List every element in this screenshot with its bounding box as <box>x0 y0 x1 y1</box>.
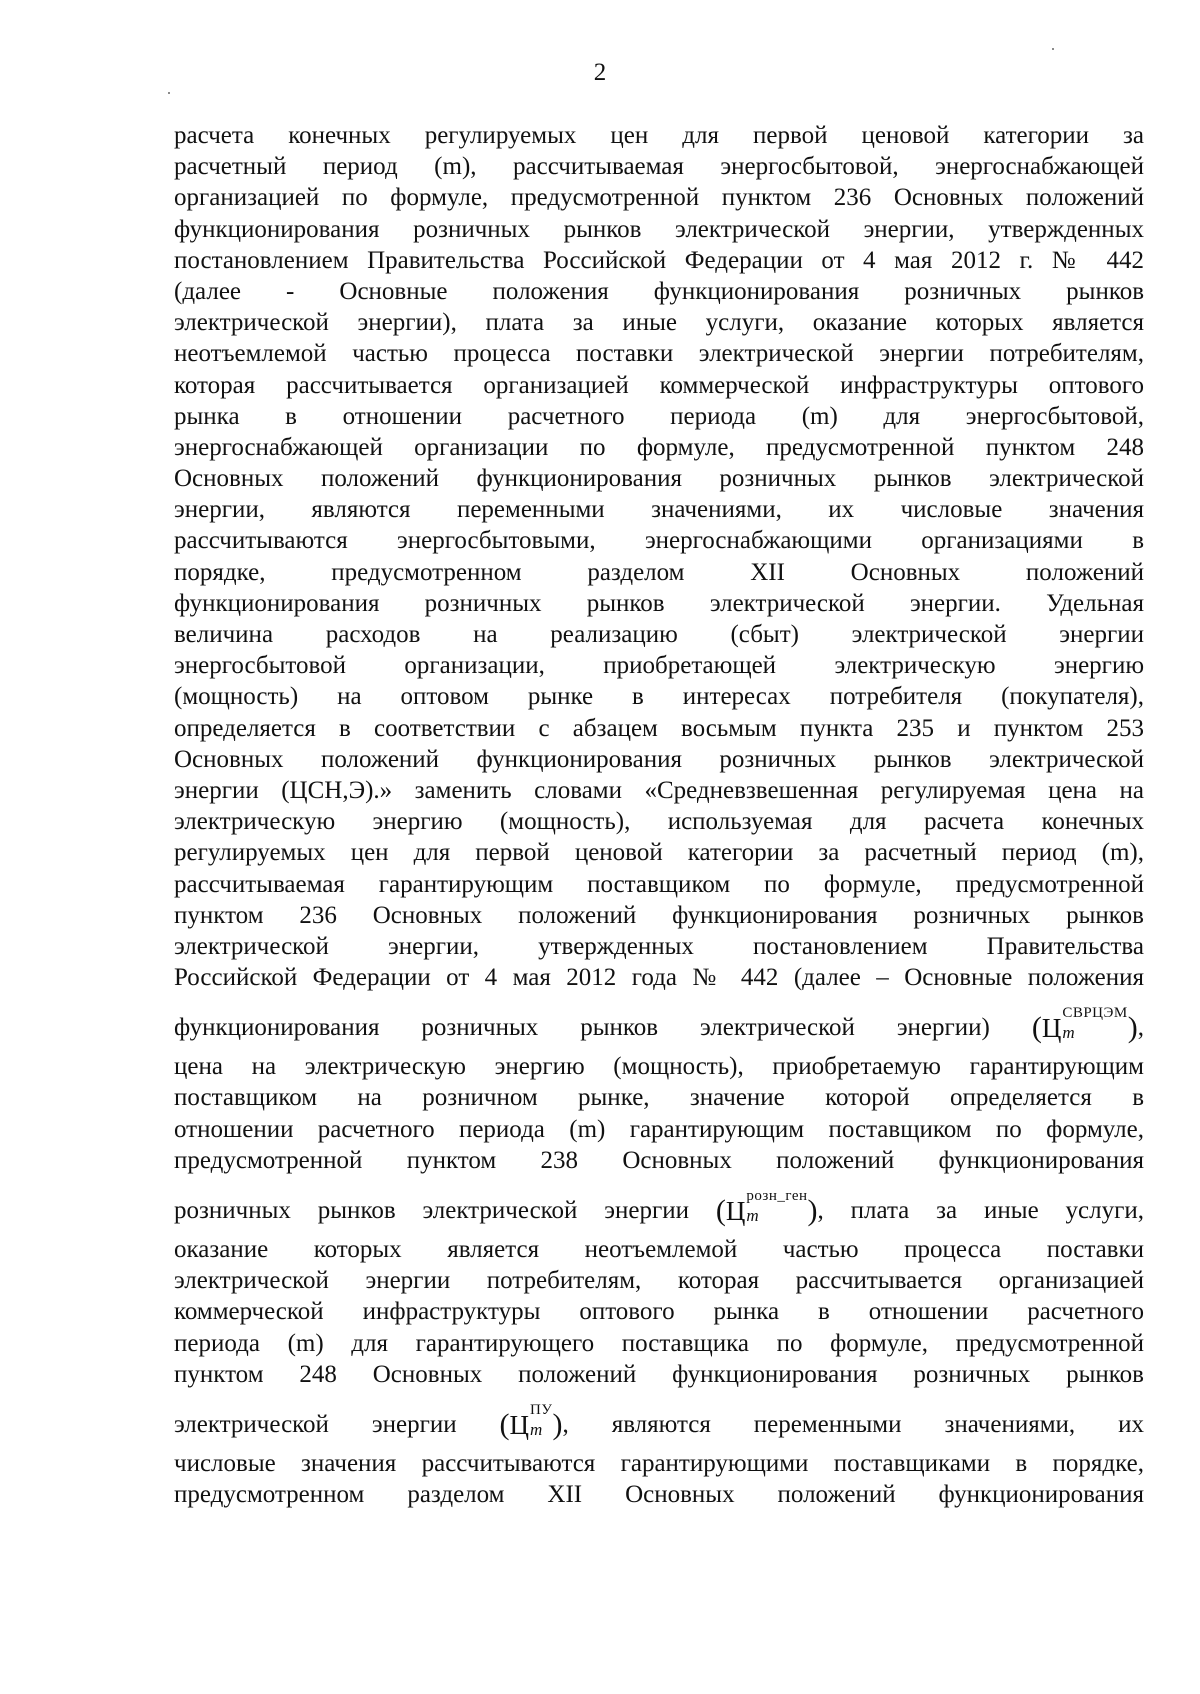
formula-line-1-text-after: , <box>1137 1014 1144 1042</box>
text-line: цена на электрическую энергию (мощность), приобретаемую гарантирующим <box>174 1053 1144 1081</box>
formula-line-2 <box>174 1188 1144 1234</box>
text-line: коммерческой инфраструктуры оптового рынка в отношении расчетного <box>174 1298 1144 1326</box>
formula-line-3-text-before: электрической энергии <box>174 1410 457 1438</box>
text-line: оказание которых является неотъемлемой частью процесса поставки <box>174 1236 1144 1263</box>
document-body <box>174 120 1144 1510</box>
text-line: электрическую энергию (мощность), используемая для расчета конечных <box>174 808 1144 836</box>
text-line: расчетный период (m), рассчитываемая энергосбытовой, энергоснабжающей <box>174 153 1144 181</box>
formula-line-2-text-after: , плата за иные услуги, <box>817 1197 1144 1224</box>
text-line: которая рассчитывается организацией коммерческой инфраструктуры оптового <box>174 371 1144 399</box>
formula-superscript: розн_ген <box>746 1188 808 1204</box>
page-number: 2 <box>593 59 607 86</box>
text-line: поставщиком на розничном рынке, значение которой определяется в <box>174 1084 1144 1112</box>
text-line: рынка в отношении расчетного периода (m) для энергосбытовой, <box>174 402 1144 430</box>
formula-line-1-text-before: функционирования розничных рынков электрической энергии) <box>174 1014 990 1042</box>
formula-line-1 <box>174 1005 1144 1051</box>
text-line: пунктом 248 Основных положений функционирования розничных рынков <box>174 1360 1144 1388</box>
text-line: энергии (ЦСН,Э).» заменить словами «Средневзвешенная регулируемая цена на <box>174 776 1144 804</box>
text-line: электрической энергии, утвержденных постановлением Правительства <box>174 932 1144 960</box>
formula-ts-pu: (Ц ПУ m ) <box>499 1401 563 1441</box>
text-line: энергоснабжающей организации по формуле, предусмотренной пунктом 248 <box>174 433 1144 461</box>
scan-artifact <box>168 92 170 94</box>
text-line: неотъемлемой частью процесса поставки электрической энергии потребителям, <box>174 340 1144 368</box>
formula-superscript: ПУ <box>530 1401 553 1418</box>
text-line: определяется в соответствии с абзацем восьмым пункта 235 и пунктом 253 <box>174 714 1144 742</box>
text-line: организацией по формуле, предусмотренной пунктом 236 Основных положений <box>174 184 1144 212</box>
text-line: величина расходов на реализацию (сбыт) электрической энергии <box>174 621 1144 648</box>
text-line: предусмотренной пунктом 238 Основных положений функционирования <box>174 1146 1144 1174</box>
text-line: электрической энергии), плата за иные услуги, оказание которых является <box>174 309 1144 337</box>
text-line: рассчитываются энергосбытовыми, энергоснабжающими организациями в <box>174 527 1144 555</box>
text-line: Основных положений функционирования розничных рынков электрической <box>174 465 1144 493</box>
scan-artifact <box>1052 48 1054 50</box>
paragraph-block-3 <box>174 1234 1144 1390</box>
text-line: регулируемых цен для первой ценовой категории за расчетный период (m), <box>174 839 1144 867</box>
text-line: Основных положений функционирования розничных рынков электрической <box>174 745 1144 773</box>
formula-line-2-text-before: розничных рынков электрической энергии <box>174 1197 690 1224</box>
formula-ts-rozn-gen: (Ц розн_ген m ) <box>715 1188 818 1227</box>
paragraph-block-4 <box>174 1448 1144 1510</box>
text-line: порядке, предусмотренном разделом XII Основных положений <box>174 558 1144 586</box>
text-line: предусмотренном разделом XII Основных положений функционирования <box>174 1481 1144 1509</box>
formula-line-3 <box>174 1402 1144 1448</box>
formula-ts-svrcem: (Ц СВРЦЭМ m ) <box>1031 1005 1138 1045</box>
text-line: (далее - Основные положения функционирования розничных рынков <box>174 277 1144 305</box>
text-line: отношении расчетного периода (m) гарантирующим поставщиком по формуле, <box>174 1115 1144 1143</box>
formula-subscript: m <box>530 1419 543 1439</box>
formula-base: Ц <box>725 1196 746 1226</box>
formula-base: Ц <box>1041 1013 1062 1044</box>
text-line: числовые значения рассчитываются гарантирующими поставщиками в порядке, <box>174 1449 1144 1477</box>
formula-subscript: m <box>746 1205 759 1225</box>
text-line: функционирования розничных рынков электрической энергии. Удельная <box>174 589 1144 617</box>
formula-superscript: СВРЦЭМ <box>1062 1005 1128 1022</box>
text-line: периода (m) для гарантирующего поставщика по формуле, предусмотренной <box>174 1329 1144 1357</box>
text-line: энергосбытовой организации, приобретающей электрическую энергию <box>174 652 1144 680</box>
text-line: (мощность) на оптовом рынке в интересах потребителя (покупателя), <box>174 683 1144 711</box>
paragraph-block-1 <box>174 120 1144 993</box>
text-line: электрической энергии потребителям, которая рассчитывается организацией <box>174 1267 1144 1295</box>
text-line: энергии, являются переменными значениями, их числовые значения <box>174 496 1144 524</box>
text-line: Российской Федерации от 4 мая 2012 года № 442 (далее – Основные положения <box>174 964 1144 992</box>
formula-subscript: m <box>1062 1023 1075 1043</box>
paragraph-block-2 <box>174 1051 1144 1176</box>
text-line: рассчитываемая гарантирующим поставщиком по формуле, предусмотренной <box>174 870 1144 898</box>
formula-base: Ц <box>509 1409 530 1440</box>
text-line: расчета конечных регулируемых цен для первой ценовой категории за <box>174 122 1144 149</box>
text-line: функционирования розничных рынков электрической энергии, утвержденных <box>174 215 1144 243</box>
text-line: постановлением Правительства Российской Федерации от 4 мая 2012 г. № 442 <box>174 246 1144 274</box>
formula-line-3-text-after: , являются переменными значениями, их <box>562 1410 1144 1438</box>
text-line: пунктом 236 Основных положений функционирования розничных рынков <box>174 901 1144 929</box>
